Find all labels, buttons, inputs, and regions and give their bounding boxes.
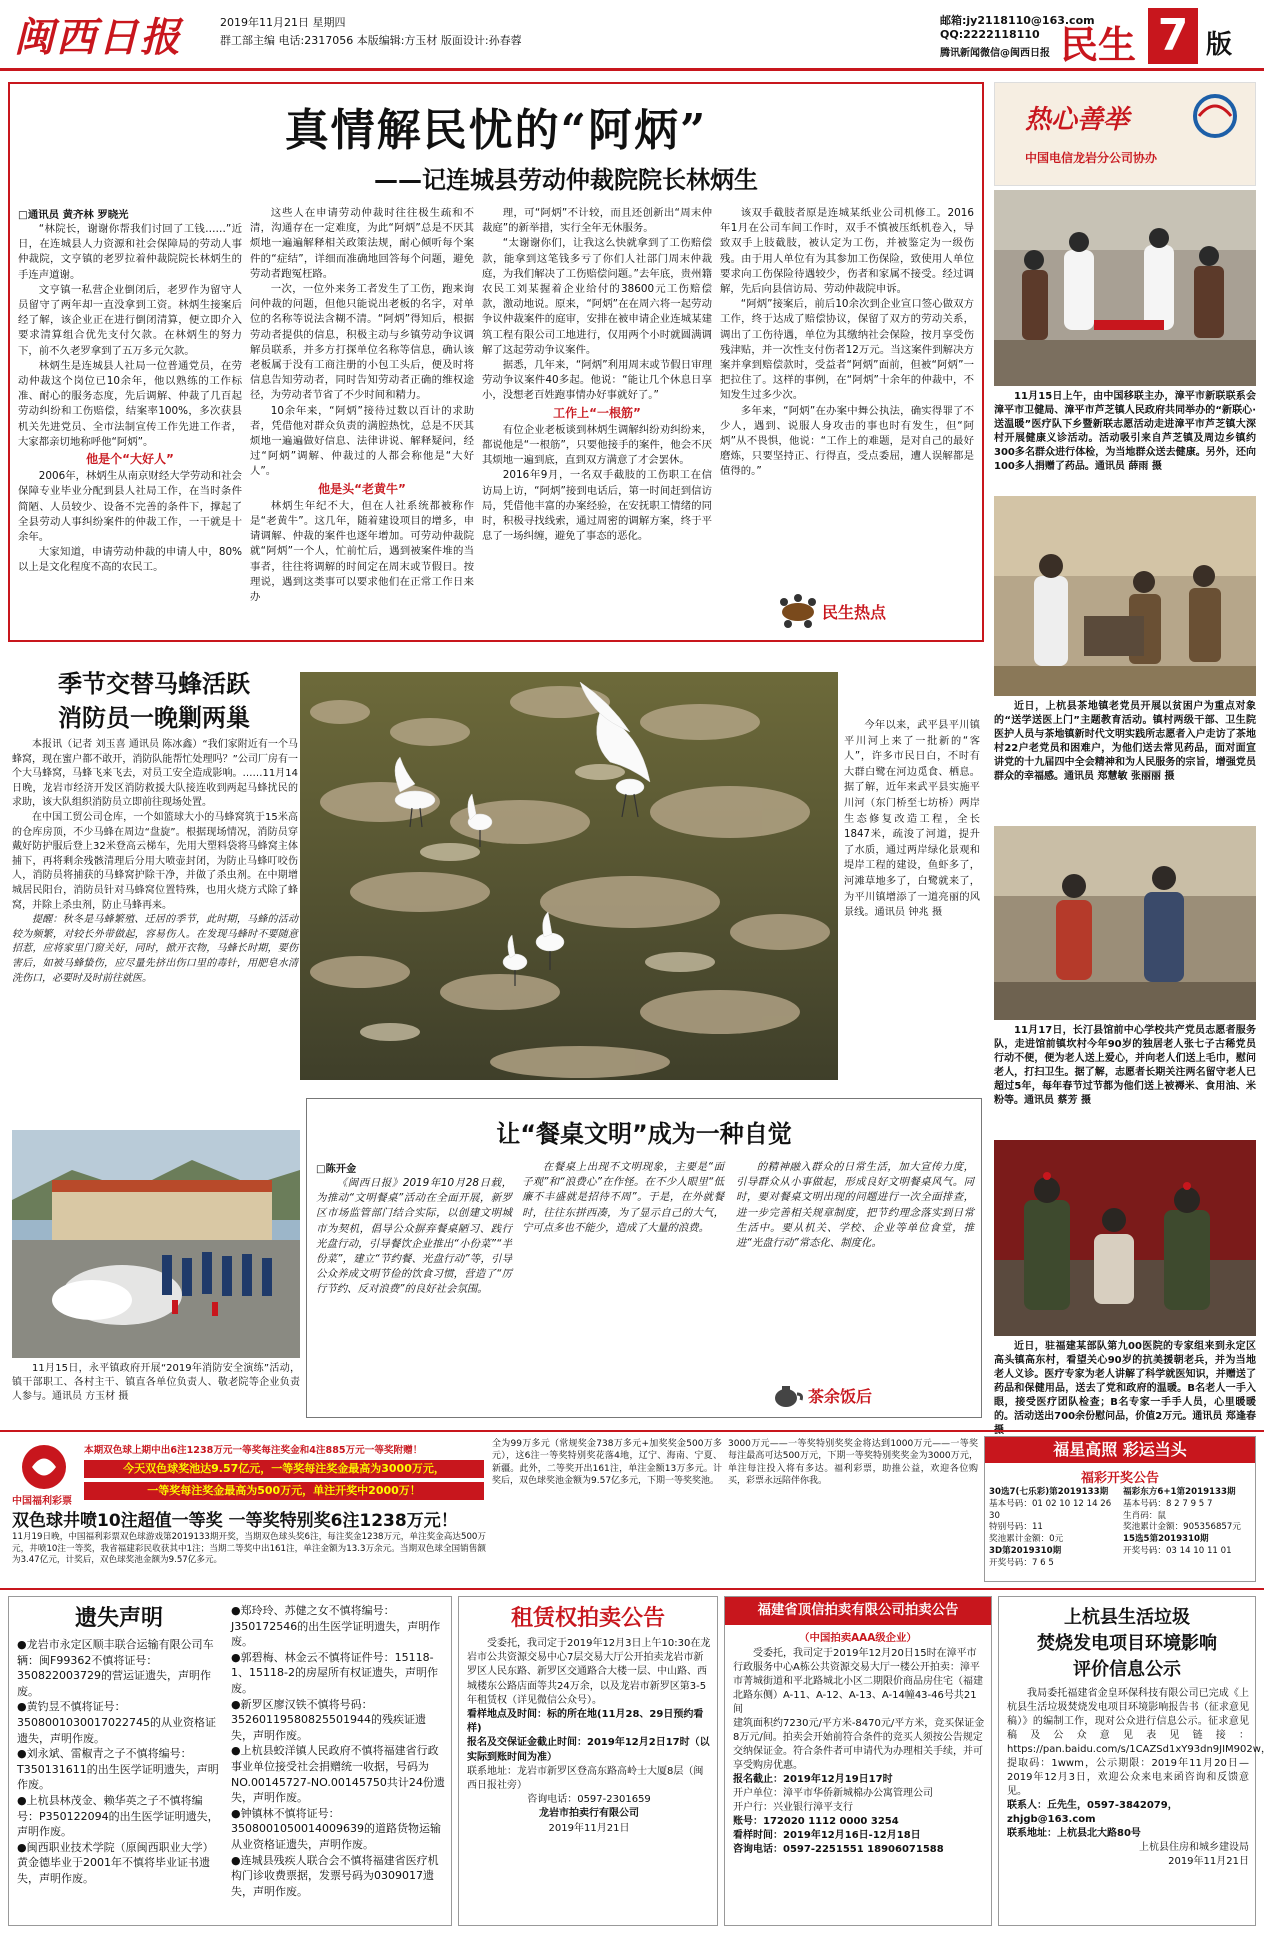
section-name: 民生 — [1060, 23, 1137, 67]
side-caption-3-text: 11月17日，长汀县馆前中心学校共产党员志愿者服务队，走进馆前镇坎村今年90岁的独居老人张七子古稀党员行动不便，便为老人送上爱心，并向老人们送上毛巾，慰问老人，打扫卫生。据了解，志愿者长期关注两名留守老人已超过5年，每年春节过节都为他们送上被褥米、食用油、米粉等。通讯员 蔡芳 摄 — [994, 1025, 1256, 1106]
fire-drill-illustration — [12, 1130, 300, 1358]
bees-body — [12, 738, 298, 1116]
lead-column-1 — [18, 222, 242, 632]
lost-col-1 — [17, 1637, 223, 1923]
side-banner-title: 热心善举 — [1025, 105, 1130, 135]
page-unit: 版 — [1206, 30, 1233, 60]
column-tag-label: 民生热点 — [822, 603, 887, 622]
env-notice-title-2: 焚烧发电项目环境影响 — [1037, 1633, 1217, 1654]
lottery-right-text: 3000万元——一等奖特别奖奖金将达到1000万元——一等奖每注最高可达500万元，下期一等奖特别奖奖金为3000万元，单注每注投入将有多达。福利彩票，助推公益，欢迎各位购买，彩票永远陪伴你我。 — [728, 1439, 978, 1487]
table-col-1 — [316, 1176, 512, 1406]
fire-drill-caption — [12, 1362, 300, 1424]
lead-c3-p2: “太谢谢你们，让我这么快就拿到了工伤赔偿款，能拿到这笔钱多亏了你们人社部门周末仲裁庭，为我们解决了工伤赔偿问题。”去年底，贵州籍农民工刘某握着企业给付的38600元工伤赔偿款，激动地说。原来，“阿炳”在在周六将一起劳动争议仲裁案件的庭审，安排在被申请企业连城某建筑工程有限公司工地进行，仅用两个小时就圆满调解了这起劳动争议案件。 — [482, 237, 712, 356]
elderly-care-illustration — [994, 826, 1256, 1020]
lead-column-4 — [720, 206, 974, 590]
egret-photo — [300, 672, 838, 1080]
fc3d-numbers: 开奖号码：7 6 5 — [989, 1557, 1054, 1568]
dingxin-auction-title: 福建省顶信拍卖有限公司拍卖公告 — [725, 1597, 991, 1625]
side-caption-1 — [994, 390, 1256, 486]
dingxin-auction-phone: 咨询电话：0597-2251551 18906071588 — [733, 1844, 944, 1855]
lease-auction-preview: 看样地点及时间：标的所在地(11月28、29日预约看样) — [467, 1709, 704, 1735]
side-caption-1-text: 11月15日上午，由中国移联主办，漳平市新联联系会漳平市卫健局、漳平市芦芝镇人民政府共同举办的“新联心·送温暖”医疗队下乡暨新联志愿活动走进漳平市芦芝镇大深村开展健康义诊活动。活动吸引来自芦芝镇及周边乡镇约300多名群众进行体检，为当地群众送去健康。另外，还向100多人捐赠了药品。通讯员 薛雨 摄 — [994, 391, 1256, 472]
lost-item-1: ●龙岩市永定区顺丰联合运输有限公司车辆：闽F99362不慎将证号：350822003729的营运证遗失，声明作废。 — [17, 1638, 214, 1698]
lost-item-9: ●上杭县蛟洋镇人民政府不慎将福建省行政事业单位接受社会捐赠统一收据，号码为NO.00145727-NO.00145750共计24份遗失，声明作废。 — [231, 1744, 445, 1805]
page-number-value: 7 — [1157, 10, 1189, 61]
fujian-lottery-box — [984, 1436, 1256, 1582]
dingxin-auction-text: 受委托，我司定于2019年12月20日15时在漳平市行政服务中心A栋公共资源交易大厅一楼公开拍卖：漳平市菁城街道和平北路城北小区二期限价商品房住宅（福建北路东侧）A-11、A-12、A-13、A-14幢43-46号共21间 — [733, 1648, 983, 1715]
fujian-lottery-subtitle: 福彩开奖公告 — [1080, 1471, 1159, 1486]
welfare-lottery-logo-icon — [14, 1442, 74, 1492]
lease-auction-body — [467, 1637, 711, 1925]
lottery-line-3: 一等奖每注奖金最高为500万元，单注开奖中2000万！ — [84, 1482, 484, 1500]
lead-column-2 — [250, 206, 474, 632]
env-notice-body — [1007, 1687, 1271, 1923]
dingxin-auction-account: 账号：172020 1112 0000 3254 — [733, 1816, 899, 1827]
lead-c1-p4: 2006年，林炳生从南京财经大学劳动和社会保障专业毕业分配到县人社局工作，在当时条件简陋、人员较少、设备不完善的条件下，撑起了全县劳动人事纠纷案件的仲裁工作，一干就是十余年。 — [18, 470, 242, 544]
dingxin-auction-notice — [724, 1596, 992, 1926]
page-number — [1148, 8, 1198, 64]
lost-item-4: ●上杭县林茂金、赖华英之子不慎将编号：P350122094的出生医学证明遗失，声明作废。 — [17, 1793, 219, 1839]
df61-title: 福彩东方6+1第2019133期 — [1123, 1487, 1236, 1497]
lead-title: 真情解民忧的“阿炳” — [284, 105, 708, 156]
side-photo-4 — [994, 1140, 1256, 1336]
lottery-line-1: 本期双色球上期中出6注1238万元一等奖每注奖金和4注885万元一等奖附赠！ — [84, 1445, 423, 1456]
classified-top-rule — [0, 1588, 1264, 1590]
lease-auction-title: 租赁权拍卖公告 — [510, 1606, 665, 1631]
lease-auction-address: 联系地址：龙岩市新罗区登高东路高岭士大厦8层（闽西日报社旁） — [467, 1765, 704, 1792]
editor-line: 群工部主编 电话:2317056 本版编辑:方玉材 版面设计:孙春蓉 — [220, 34, 522, 47]
bees-p1: 本报讯（记者 刘玉喜 通讯员 陈冰鑫）“我们家附近有一个马蜂窝，现在蜜户都不敢开，消防队能帮忙处理吗？”公司厂房有一个大马蜂窝，马蜂飞来飞去，对员工安全造成影响。……11月14日晚，龙岩市经济开发区消防救援大队接连收到两起马蜂扰民的求助，该大队组织消防员立即前往现场处置。 — [12, 739, 298, 809]
df61-numbers: 基本号码：8 2 7 9 5 7 — [1123, 1498, 1213, 1509]
env-notice-org: 上杭县住房和城乡建设局 — [1139, 1842, 1249, 1853]
bees-p2: 在中国工贸公司仓库，一个如篮球大小的马蜂窝筑于15米高的仓库房顶，不少马蜂在周边“盘旋”。根据现场情况，消防员穿戴好防护服后登上32米登高云梯车，先用大塑料袋将马蜂窝主体捕下，再将剩余残骸清理后分用大喷壶封闭，为防止马蜂叮咬伤人，消防员将捕获的马蜂窝护除干净，并做了杀虫剂。在中期增城居民阳台，消防员针对马蜂窝位置特殊，也用火烧方式除了蜂窝，并除上杀虫剂，防止马蜂再来。 — [12, 811, 298, 911]
env-notice-text: 我局委托福建省金皇环保科技有限公司已完成《上杭县生活垃圾焚烧发电项目环境影响报告书（征求意见稿）》的编制工作，现对公众进行信息公示。征求意见稿及公众意见表见链接：https://pan.baidu.com/s/1CAZSd1xY93dn9JIM902w，提取码：1wwm，公示期限：2019年11月20日—2019年12月3日，欢迎公众来电来函咨询和反馈意见。 — [1007, 1688, 1271, 1797]
masthead-rule — [0, 68, 1264, 71]
fujian-lottery-right — [1123, 1487, 1253, 1558]
lease-auction-date: 2019年11月21日 — [548, 1822, 630, 1834]
side-caption-3 — [994, 1024, 1256, 1132]
lead-byline: □通讯员 黄齐林 罗晓光 — [18, 209, 129, 221]
lost-item-5: ●闽西职业技术学院（原闽西职业大学）黄金德毕业于2001年不慎将毕业证书遗失，声明作废。 — [17, 1840, 214, 1885]
masthead — [0, 0, 1264, 74]
issue-date: 2019年11月21日 星期四 — [220, 16, 346, 29]
lease-auction-text: 受委托，我司定于2019年12月3日上午10:30在龙岩市公共资源交易中心7层交易大厅公开拍卖龙岩市新罗区人民东路、新罗区交通路合大楼一层、中山路、西城楼东公路店面等共24万余，以及龙岩市新罗区第3-5年租赁权（详见微信公众号）。 — [467, 1638, 711, 1706]
dingxin-auction-bank2: 开户行：兴业银行漳平支行 — [733, 1802, 853, 1813]
lead-c4-p2: “阿炳”接案后，前后10余次到企业宣口签心做双方工作，终于达成了赔偿协议，保留了双方的劳动关系，调出了工伤待遇，单位为其缴纳社会保险，按月享受伤残津贴，并一次性支付伤者12万元。当这案件到解决方案并拿到赔偿款时，受益者“阿炳”面前，但被“阿炳”一把拉住了。这样的事例，在“阿炳”十余年的仲裁中，不知发生过多少次。 — [720, 298, 974, 402]
table-col-3 — [736, 1160, 974, 1400]
lottery-text: 11月19日晚，中国福利彩票双色球游戏第2019133期开奖，当期双色球头奖6注，每注奖金1238万元，单注奖金高达500万元，井喷10注一等奖，我省福建彩民收获其中1注；当期二等奖中出161注，单注金额为13.3万余元。当期双色球全国销售额为3.47亿元，计奖后，双色球奖池金额为9.57亿多元。 — [12, 1532, 486, 1566]
egret-caption-text: 今年以来，武平县平川镇平川河上来了一批新的“客人”，许多市民日白，不时有大群白鹭在河边觅食、栖息。据了解，近年来武平县实施平川河（东门桥至七坊桥）两岸生态修复改造工程，全长1847米，疏浚了河道，提升了水质，通过两岸绿化景观和堤岸工程的建设，鱼虾多了，河滩草地多了，白鹭就来了，为平川镇增添了一道亮丽的风景线。通讯员 钟兆 摄 — [844, 720, 980, 919]
lead-c4-p1: 该双手截肢者原是连城某纸业公司机修工。2016年1月在公司车间工作时，双手不慎被压纸机卷入，导致双手上肢截肢，被认定为工伤，并被鉴定为一级伤残。由于用人单位有为其参加工伤保险，致使用人单位要求向工伤保险待遇较少，伤者和家属不接受。经过调解，先后向县信访局、劳动仲裁院申诉。 — [720, 207, 974, 296]
lead-c3-p1: 理，可“阿炳”不计较，而且还创新出“周末仲裁庭”的新举措，实行全年无休服务。 — [482, 207, 712, 235]
env-notice-address: 联系地址：上杭县北大路80号 — [1007, 1828, 1141, 1839]
lottery-headline: 双色球井喷10注超值一等奖 一等奖特别奖6注1238万元！ — [12, 1511, 458, 1531]
side-caption-4 — [994, 1340, 1256, 1424]
lead-subhead-3: 工作上“一根筋” — [553, 405, 641, 420]
lost-item-11: ●连城县残疾人联合会不慎将福建省医疗机构门诊收费票据，发票号码为0309017遗失，声明作废。 — [231, 1853, 439, 1898]
side-caption-2-text: 近日，上杭县茶地镇老党员开展以贫困户为重点对象的“送学送医上门”主题教育活动。镇村两级干部、卫生院医护人员与茶地镇新时代文明实践所志愿者入户走访了茶地村22户老党员和困难户，为他们送去常见药品，面对面宣讲党的十九届四中全会精神和为人民服务的宗旨，增强党员群众的幸福感。通讯员 郑慧敏 张丽丽 摄 — [994, 701, 1256, 782]
side-banner — [994, 82, 1256, 186]
lead-c3-p3: 据悉，几年来，“阿炳”利用周末或节假日审理劳动争议案件40多起。他说：“能让几个休息日享小，没想老百姓跑事情办好事就好了。” — [482, 359, 712, 402]
teapot-icon — [770, 1380, 804, 1410]
qlc-title: 30选7(七乐彩)第2019133期 — [989, 1487, 1109, 1497]
bees-title-1: 季节交替马蜂活跃 — [58, 670, 250, 698]
env-notice-date: 2019年11月21日 — [1168, 1856, 1249, 1867]
lead-subhead-2: 他是头“老黄牛” — [318, 481, 406, 496]
column-tag-chayu-label: 茶余饭后 — [808, 1387, 873, 1406]
column-tag-minsheng — [778, 590, 918, 630]
telecom-logo-icon — [1185, 91, 1245, 141]
egret-caption — [844, 718, 980, 1078]
lead-c3-p4: 有位企业老板谈到林炳生调解纠纷劝纠纷来，都说他是“一根筋”，只要他接手的案件，他会不厌其烦地一遍到底，直到双方满意了才会罢休。 — [482, 423, 712, 467]
dingxin-auction-reg: 报名截止：2019年12月19日17时 — [733, 1774, 893, 1785]
bees-title-2: 消防员一晚剿两巢 — [58, 704, 250, 732]
lost-col-2 — [231, 1603, 447, 1923]
dingxin-auction-area: 建筑面积约7230元/平方米-8470元/平方米，竞买保证金8万元/间。拍卖会开始前符合条件的竞买人须按公告规定交纳保证金。符合条件者可申请代为办理相关手续，并可享受购房优惠。 — [733, 1718, 985, 1771]
df61-pool: 奖池累计金额：905356857元 — [1123, 1522, 1241, 1533]
table-col-2-text: 在餐桌上出现不文明现象，主要是“面子观”和“浪费心”在作怪。在不少人眼里“低廉不丰盛就是招待不周”。于是，在外就餐时，往往东拼西凑，为了显示自己的大气，宁可点多也不能少，造成了大量的浪费。 — [522, 1161, 724, 1234]
side-photo-3 — [994, 826, 1256, 1020]
column-tag-chayu — [770, 1378, 920, 1414]
lease-auction-phone: 咨询电话：0597-2301659 — [527, 1794, 651, 1806]
contact-qq: QQ:2222118110 — [940, 28, 1040, 41]
meeting-table-icon — [778, 592, 818, 628]
table-col-3-text: 的精神融入群众的日常生活，加大宣传力度，引导群众从小事做起，形成良好文明餐桌风气。同时，要对餐桌文明出现的问题进行一次全面排查，进一步完善相关规章制度，把节约理念落实到日常生活中。要从机关、学校、企业等单位食堂，推进“光盘行动”常态化、制度化。 — [736, 1161, 974, 1250]
lost-item-10: ●钟镇林不慎将证号：350800105001400963​9的道路货物运输从业资格证遗失，声明作废。 — [231, 1806, 441, 1851]
table-commentary-byline: □陈开金 — [316, 1164, 357, 1175]
table-col-2 — [522, 1160, 724, 1376]
lead-c1-p3: 林炳生是连城县人社局一位普通党员，在劳动仲裁这个岗位已10余年，他以熟练的工作标准、耐心的服务态度，先后调解、仲裁了几百起劳动纠纷和工伤赔偿，结案率100%，多次获县机关先进党员、全市法制宣传工作先进工作者，大家都亲切地称呼他“阿炳”。 — [18, 359, 242, 448]
table-commentary-title: 让“餐桌文明”成为一种自觉 — [496, 1120, 792, 1148]
lost-item-3: ●刘永斌、雷椒青之子不慎将编号：T350131611的出生医学证明遗失，声明作废。 — [17, 1747, 219, 1792]
env-notice-title-3: 评价信息公示 — [1073, 1659, 1181, 1680]
fire-drill-caption-text: 11月15日，永平镇政府开展“2019年消防安全演练”活动，镇干部职工、各村主干、镇直各单位负责人、敬老院等企业负责人参与。通讯员 方玉材 摄 — [12, 1363, 300, 1402]
qlc-special: 特别号码：11 — [989, 1522, 1043, 1533]
fujian-lottery-left — [989, 1487, 1119, 1570]
qlc-numbers: 基本号码：01 02 10 12 14 26 30 — [989, 1498, 1112, 1521]
lease-auction-deposit: 报名及交保证金截止时间：2019年12月2日17时（以实际到账时间为准） — [467, 1737, 710, 1763]
lead-c3-p5: 2016年9月，一名双手截肢的工伤职工在信访局上访，“阿炳”接到电话后，第一时间赶到信访局，凭借他丰富的办案经验，在安抚职工情绪的同时，积极寻找线索，通过周密的调解方案，终于平息了一场纠缠，避免了事态的恶化。 — [482, 469, 712, 543]
welfare-lottery-logo-label: 中国福利彩票 — [12, 1496, 72, 1507]
newspaper-logo: 闽西日报 — [14, 14, 182, 61]
side-caption-4-text: 近日，驻福建某部队第九00医院的专家组来到永定区高头镇高东村，看望关心90岁的抗美援朝老兵，并为当地老人义诊。医疗专家为老人讲解了科学就医知识，并赠送了药品和保健用品，送去了党和政府的温暖。B名老人一手入眼，接受医疗团队检查；B名专家一手手人员，心里暖暖的。活动送出700余份慰问品，价值2万元。通讯员 郑逢春 — [994, 1341, 1256, 1422]
egret-illustration — [300, 672, 838, 1080]
dingxin-auction-body — [733, 1647, 985, 1923]
lead-subhead-1: 他是个“大好人” — [86, 452, 174, 467]
env-notice-contact: 联系人：丘先生，0597-3842079，zhjgb@163.com — [1007, 1800, 1178, 1825]
village-visit-illustration — [994, 496, 1256, 696]
lead-subtitle: ——记连城县劳动仲裁院院长林炳生 — [374, 166, 758, 194]
fujian-lottery-title: 福星高照 彩运当头 — [985, 1437, 1255, 1463]
lead-c2-p3: 10余年来，“阿炳”接待过数以百计的求助者，凭借他对群众负责的满腔热忱，总是不厌其烦地一遍遍做好信息、法律讲说、解释疑问，经过“阿炳”调解、仲裁过的人都会称他是“大好人”。 — [250, 404, 474, 478]
clinic-illustration — [994, 190, 1256, 386]
x15-numbers: 开奖号码：03 14 10 11 01 — [1123, 1545, 1232, 1556]
lost-item-6: ●郑玲玲、苏健之女不慎将编号：J350172546的出生医学证明遗失，声明作废。 — [231, 1604, 441, 1649]
df61-zodiac: 生肖码：鼠 — [1123, 1510, 1166, 1521]
veteran-visit-illustration — [994, 1140, 1256, 1336]
lead-c1-p2: 文亨镇一私营企业倒闭后，老罗作为留守人员留守了两年却一直没拿到工资。林炳生接案后经了解，该企业正在进行倒闭清算，便立即介入要求清算组合优先支付欠款。在林炳生的努力下，前不久老罗拿到了五万多元欠款。 — [18, 283, 242, 357]
side-caption-2 — [994, 700, 1256, 816]
lease-auction-notice — [458, 1596, 718, 1926]
lead-c1-p1: “林院长，谢谢你帮我们讨回了工钱……”近日，在连城县人力资源和社会保障局的劳动人事仲裁院，文亨镇的老罗拉着仲裁院院长林炳生的手连声道谢。 — [18, 223, 242, 281]
bees-p3: 提醒：秋冬是马蜂繁殖、迁居的季节，此时期，马蜂的活动较为频繁，对较长外带做起，容易伤人。在发现马蜂时不要随意招惹，应将家里门窗关好，同时，掀开衣物，马蜂长时期，要伤害后，如被马蜂蛰伤，应尽量先挤出伤口里的毒针，用肥皂水清洗伤口，必要时及时前往就医。 — [12, 914, 298, 984]
lost-notices — [8, 1596, 452, 1926]
lottery-banner — [8, 1438, 486, 1578]
lead-c2-p2: 一次，一位外来务工者发生了工伤，跑来询问仲裁的问题，但他只能说出老板的名字，对单位的名称等说法含糊不清。“阿炳”得知后，根据劳动者提供的信息，积极主动与乡镇劳动争议调解员联系，并多方打探单位名称等信息，确认该老板属于没有工商注册的小包工头后，便及时将信息告知劳动者，同时告知劳动者正确的维权途径，为劳动者节省了不少时间和精力。 — [250, 283, 474, 402]
lottery-top-rule — [0, 1430, 1264, 1432]
lost-item-7: ●郭碧梅、林金云不慎将证件号：15118-1、15118-2的房屋所有权证遗失，声明作废。 — [231, 1650, 438, 1695]
lead-c1-p5: 大家知道，申请劳动仲裁的申请人中，80%以上是文化程度不高的农民工。 — [18, 546, 242, 574]
env-notice-title-1: 上杭县生活垃圾 — [1064, 1607, 1190, 1628]
contact-wechat: 腾讯新闻微信@闽西日报 — [940, 48, 1050, 59]
dingxin-auction-bank: 开户单位：漳平市华侨新城棉办公寓管理公司 — [733, 1788, 933, 1799]
lottery-line-2: 今天双色球奖池达9.57亿元，一等奖每注奖金最高为3000万元， — [84, 1460, 484, 1478]
lead-column-3 — [482, 206, 712, 632]
side-photo-1 — [994, 190, 1256, 386]
lead-c2-p4: 林炳生年纪不大，但在人社系统都被称作是“老黄牛”。这几年，随着建设项目的增多，申请调解、仲裁的案件也逐年增加。可劳动仲裁院就“阿炳”一个人，忙前忙后，遇到被案件堆的当事者，往往将调解的时间定在周末或节假日。按理说，遇到这类事可以要求他们在正常工作日来办 — [250, 499, 474, 604]
lead-c4-p3: 多年来，“阿炳”在办案中舞公执法，确实得罪了不少人，遇到、说服人身攻击的事也时有发生，但“阿炳”从不畏惧，他说：“工作上的难题，是对自己的最好磨炼，只要坚持正、行得直，受点委屈，遭人误解都是值得的。” — [720, 404, 974, 478]
contact-email: 邮箱:jy2118110@163.com — [940, 14, 1095, 27]
side-photo-2 — [994, 496, 1256, 696]
lease-auction-company: 龙岩市拍卖行有限公司 — [539, 1808, 639, 1820]
lead-c2-p1: 这些人在申请劳动仲裁时往往极生疏和不清，沟通存在一定难度，为此“阿炳”总是不厌其烦地一遍遍解释相关政策法规，耐心倾听每个案件的“症结”，详细而准确地回答每个问题，避免劳动者跑冤枉路。 — [250, 207, 474, 280]
qlc-pool: 奖池累计金额：0元 — [989, 1534, 1064, 1545]
table-col-1-text: 《闽西日报》2019年10月28日载，为推动“文明餐桌”活动在全面开展，新罗区市场监管部门结合实际，以创建文明城市为契机，倡导公众摒弃餐桌陋习、践行光盘行动，引导餐饮企业推出“小份菜”“半份菜”，建立“节约餐、光盘行动”等，引导公众养成文明节俭的饮食习惯，营造了“厉行节约、反对浪费”的良好社会氛围。 — [316, 1177, 512, 1296]
lost-item-2: ●黄钓昱不慎将证号：350800103001702274​5的从业资格证遗失，声明作废。 — [17, 1700, 216, 1745]
x15-title: 15选5第2019310期 — [1123, 1534, 1209, 1545]
side-banner-sub: 中国电信龙岩分公司协办 — [1025, 151, 1158, 165]
dingxin-auction-viewing: 看样时间：2019年12月16日-12月18日 — [733, 1830, 921, 1841]
fc3d-title: 3D第2019310期 — [989, 1545, 1062, 1556]
lottery-mid-text: 全为99万多元（常规奖金738万多元+加奖奖金500万多元），这6注一等奖特别奖花落4地，辽宁、海南、宁夏、新疆。此外，二等奖开出161注，单注金额13万多元。计奖后，双色球奖池金额为9.57亿多元，下期一等奖奖池。 — [492, 1439, 722, 1487]
lost-item-8: ●新罗区廖汉铁不慎将号码：352601195808255019​44的残疾证遗失，声明作废。 — [231, 1697, 426, 1742]
lost-notices-title: 遗失声明 — [74, 1606, 163, 1631]
fire-drill-photo — [12, 1130, 300, 1358]
dingxin-auction-subtitle: （中国拍卖AAA级企业） — [799, 1632, 917, 1644]
env-notice — [998, 1596, 1271, 1926]
